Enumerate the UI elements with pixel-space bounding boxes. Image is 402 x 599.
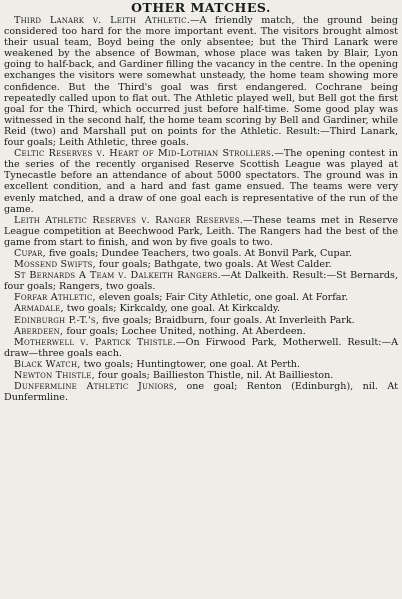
match-text: —A friendly match, the ground being considered too hard for the more important event. The visitors brought almost their usual team, Boyd being the only absentee; but the Third Lanark were weakened by the absence of Bowman, whose place was taken by Blair, Lyon going to half-back, and Gardiner filling the vacancy in the centre. In the opening exchanges the visitors were somewhat unsteady, the home team showing more confidence. But the Third's goal was first endangered. Cochrane being repeatedly called upon to flat out. The Athletic played well, but Bell got the first goal for the Third, which occurred just before half-time. Some good play was witnessed in the second half, the home team scoring by Bell and Gardiner, while Reid (two) and Marshall put on points for the Athletic. Result:—Third Lanark, four goals; Leith Athletic, three goals. (4, 15, 398, 149)
match-heading: Cupar, (14, 247, 46, 259)
match-text: —These teams met in Reserve League competition at Beechwood Park, Leith. The Rangers had the best of the game from start to finish, and won by five goals to two. (4, 214, 398, 248)
match-report (4, 15, 398, 148)
match-result (4, 292, 398, 303)
match-result (4, 337, 398, 359)
match-heading: Dunfermline Athletic Juniors, (14, 381, 178, 393)
match-report (4, 148, 398, 215)
match-result (4, 370, 398, 381)
match-text: —On Firwood Park, Motherwell. Result:—A draw—three goals each. (4, 336, 398, 359)
match-heading: Forfar Athletic, (14, 292, 96, 304)
match-text: eleven goals; Fair City Athletic, one goal. At Forfar. (98, 292, 349, 304)
match-result (4, 381, 398, 403)
match-heading: St Bernards A Team v. Dalkeith Rangers. (14, 270, 221, 282)
match-text: five goals; Braidburn, four goals. At Inverleith Park. (102, 314, 355, 326)
match-report (4, 215, 398, 248)
match-heading: Black Watch, (14, 358, 81, 370)
match-heading: Armadale, (14, 303, 64, 315)
match-text: one goal; Renton (Edinburgh), nil. At Dunfermline. (4, 381, 398, 404)
match-heading: Motherwell v. Partick Thistle. (14, 336, 176, 348)
match-text: four goals; Bathgate, two goals. At West Calder. (98, 259, 332, 271)
match-result (4, 248, 398, 259)
match-text: —At Dalkeith. Result:—St Bernards, four goals; Rangers, two goals. (4, 270, 399, 293)
match-text: five goals; Dundee Teachers, two goals. At Bonvil Park, Cupar. (48, 247, 352, 259)
match-result (4, 259, 398, 270)
match-result (4, 270, 398, 292)
match-heading: Third Lanark v. Leith Athletic. (14, 15, 190, 26)
match-result (4, 359, 398, 370)
section-title: OTHER MATCHES. (131, 0, 271, 15)
match-result (4, 315, 398, 326)
news-column (0, 1, 402, 599)
match-heading: Newton Thistle, (14, 370, 95, 381)
match-text: two goals; Kirkcaldy, one goal. At Kirkcaldy. (66, 303, 281, 315)
match-result (4, 326, 398, 337)
match-heading: Aberdeen, (14, 325, 64, 337)
match-text: two goals; Huntingtower, one goal. At Perth. (83, 358, 301, 370)
match-heading: Celtic Reserves v. Heart of Mid-Lothian Strollers. (14, 148, 275, 160)
match-text: —The opening contest in the series of the recently organised Reserve Scottish League was played at Tynecastle before an attendance of about 5000 spectators. The ground was in excellent condition, and a hard and fast game ensued. The teams were very evenly matched, and a draw of one goal each is representative of the run of the game. (4, 148, 398, 215)
match-heading: Mossend Swifts, (14, 259, 96, 271)
match-heading: Edinburgh P.-T.'s, (14, 314, 100, 326)
match-text: four goals; Lochee United, nothing. At Aberdeen. (66, 325, 306, 337)
match-text: four goals; Baillieston Thistle, nil. At Baillieston. (97, 370, 334, 381)
match-result (4, 303, 398, 314)
match-heading: Leith Athletic Reserves v. Ranger Reserves. (14, 214, 244, 226)
